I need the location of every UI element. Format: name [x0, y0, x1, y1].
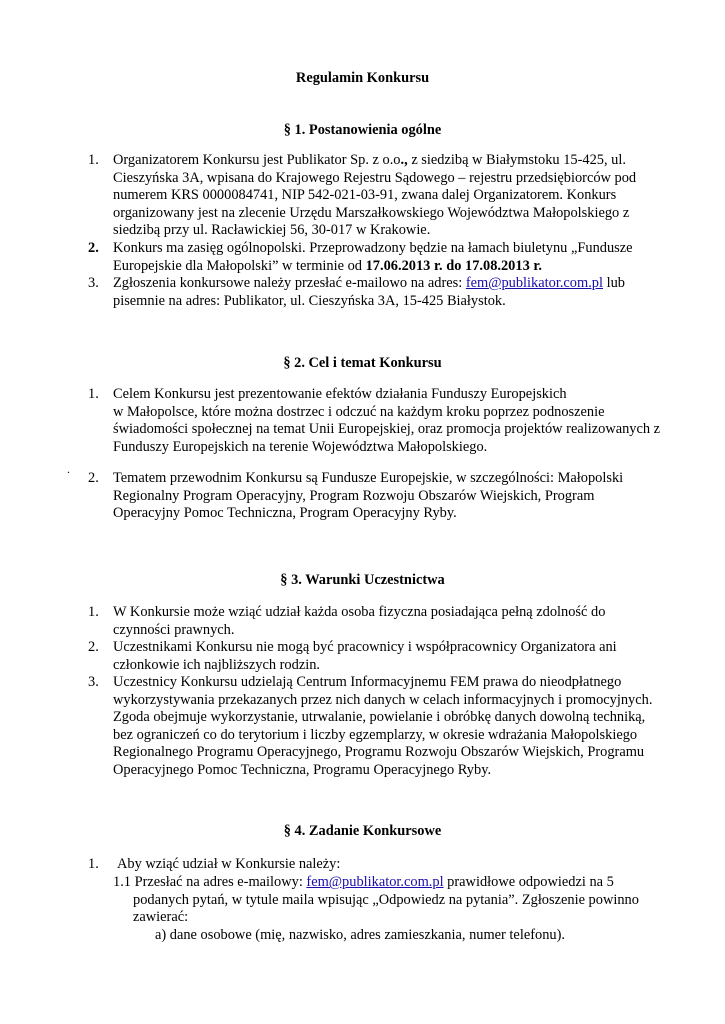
email-link[interactable]: fem@publikator.com.pl [465, 275, 603, 291]
s3-item-2-number: 2. [88, 639, 99, 655]
s4-item-1-text: Aby wziąć udział w Konkursie należy: [117, 856, 341, 872]
s4-subitem-a: a) dane osobowe (mię, nazwisko, adres zamieszkania, numer telefonu). [155, 927, 565, 943]
s1-item-1-text: Organizatorem Konkursu jest Publikator Sp. z o.o., z siedzibą w Białymstoku 15-425, ul. Cieszyńska 3A, wpisana do Krajowego Rejestru Sądowego – rejestru przedsiębiorców pod numerem KRS 0000084741, NIP 542-021-03-91, zwana dalej Organizatorem. Konkurs organizowany jest na zlecenie Urzędu Marszałkowskiego Województwa Małopolskiego z siedzibą przy ul. Racławickiej 56, 30-017 w Krakowie. [113, 152, 637, 239]
email-link-2[interactable]: fem@publikator.com.pl [306, 874, 444, 890]
section-3-heading: § 3. Warunki Uczestnictwa [280, 572, 445, 588]
s1-item-1-number: 1. [88, 152, 99, 168]
s1-item-2-number: 2. [88, 240, 99, 256]
s2-item-2-number: 2. [88, 470, 99, 486]
s2-item-1-number: 1. [88, 386, 99, 402]
section-1-heading: § 1. Postanowienia ogólne [283, 122, 442, 138]
s3-item-1-number: 1. [88, 604, 99, 620]
s4-subitem-1-1: 1.1 Przesłać na adres e-mailowy: fem@publikator.com.pl prawidłowe odpowiedzi na 5 podanych pytań, w tytule maila wpisując „Odpowiedz na pytania”. Zgłoszenie powinno zawierać: [113, 874, 639, 926]
s1-item-3-text: Zgłoszenia konkursowe należy przesłać e-mailowo na adres: fem@publikator.com.pl lub pisemnie na adres: Publikator, ul. Cieszyńska 3A, 15-425 Białystok. [113, 275, 625, 309]
s3-item-2-text: Uczestnikami Konkursu nie mogą być pracownicy i współpracownicy Organizatora ani członkowie ich najbliższych rodzin. [113, 639, 617, 673]
stray-dot-marker: . [67, 462, 70, 476]
s3-item-3-number: 3. [88, 674, 99, 690]
document-title: Regulamin Konkursu [295, 70, 430, 86]
s4-item-1-number: 1. [88, 856, 99, 872]
s1-item-3-number: 3. [88, 275, 99, 291]
section-2-heading: § 2. Cel i temat Konkursu [283, 355, 442, 371]
section-4-heading: § 4. Zadanie Konkursowe [283, 823, 442, 839]
s2-item-2-text: Tematem przewodnim Konkursu są Fundusze Europejskie, w szczególności: Małopolski Regionalny Program Operacyjny, Program Rozwoju Obszarów Wiejskich, Program Operacyjny Pomoc Techniczna, Program Operacyjny Ryby. [113, 470, 624, 522]
s2-item-1-text: Celem Konkursu jest prezentowanie efektów działania Funduszy Europejskich w Małopolsce, które można dostrzec i odczuć na każdym kroku poprzez podnoszenie świadomości społecznej na temat Unii Europejskiej, oraz promocja projektów realizowanych z Funduszy Europejskich na terenie Województwa Małopolskiego. [113, 386, 661, 455]
s3-item-3-text: Uczestnicy Konkursu udzielają Centrum Informacyjnemu FEM prawa do nieodpłatnego wykorzystywania przekazanych przez nich danych w celach informacyjnych i promocyjnych. Zgoda obejmuje wykorzystanie, utrwalanie, powielanie i obróbkę danych dowolną techniką, bez ograniczeń co do terytorium i liczby egzemplarzy, w okresie wdrażania Małopolskiego Regionalnego Programu Operacyjnego, Programu Rozwoju Obszarów Wiejskich, Programu Operacyjnego Pomoc Techniczna, Programu Operacyjnego Ryby. [113, 674, 653, 778]
s1-item-2-text: Konkurs ma zasięg ogólnopolski. Przeprowadzony będzie na łamach biuletynu „Fundusze Europejskie dla Małopolski” w terminie od 17.06.2013 r. do 17.08.2013 r. [113, 240, 633, 274]
s3-item-1-text: W Konkursie może wziąć udział każda osoba fizyczna posiadająca pełną zdolność do czynności prawnych. [113, 604, 606, 638]
